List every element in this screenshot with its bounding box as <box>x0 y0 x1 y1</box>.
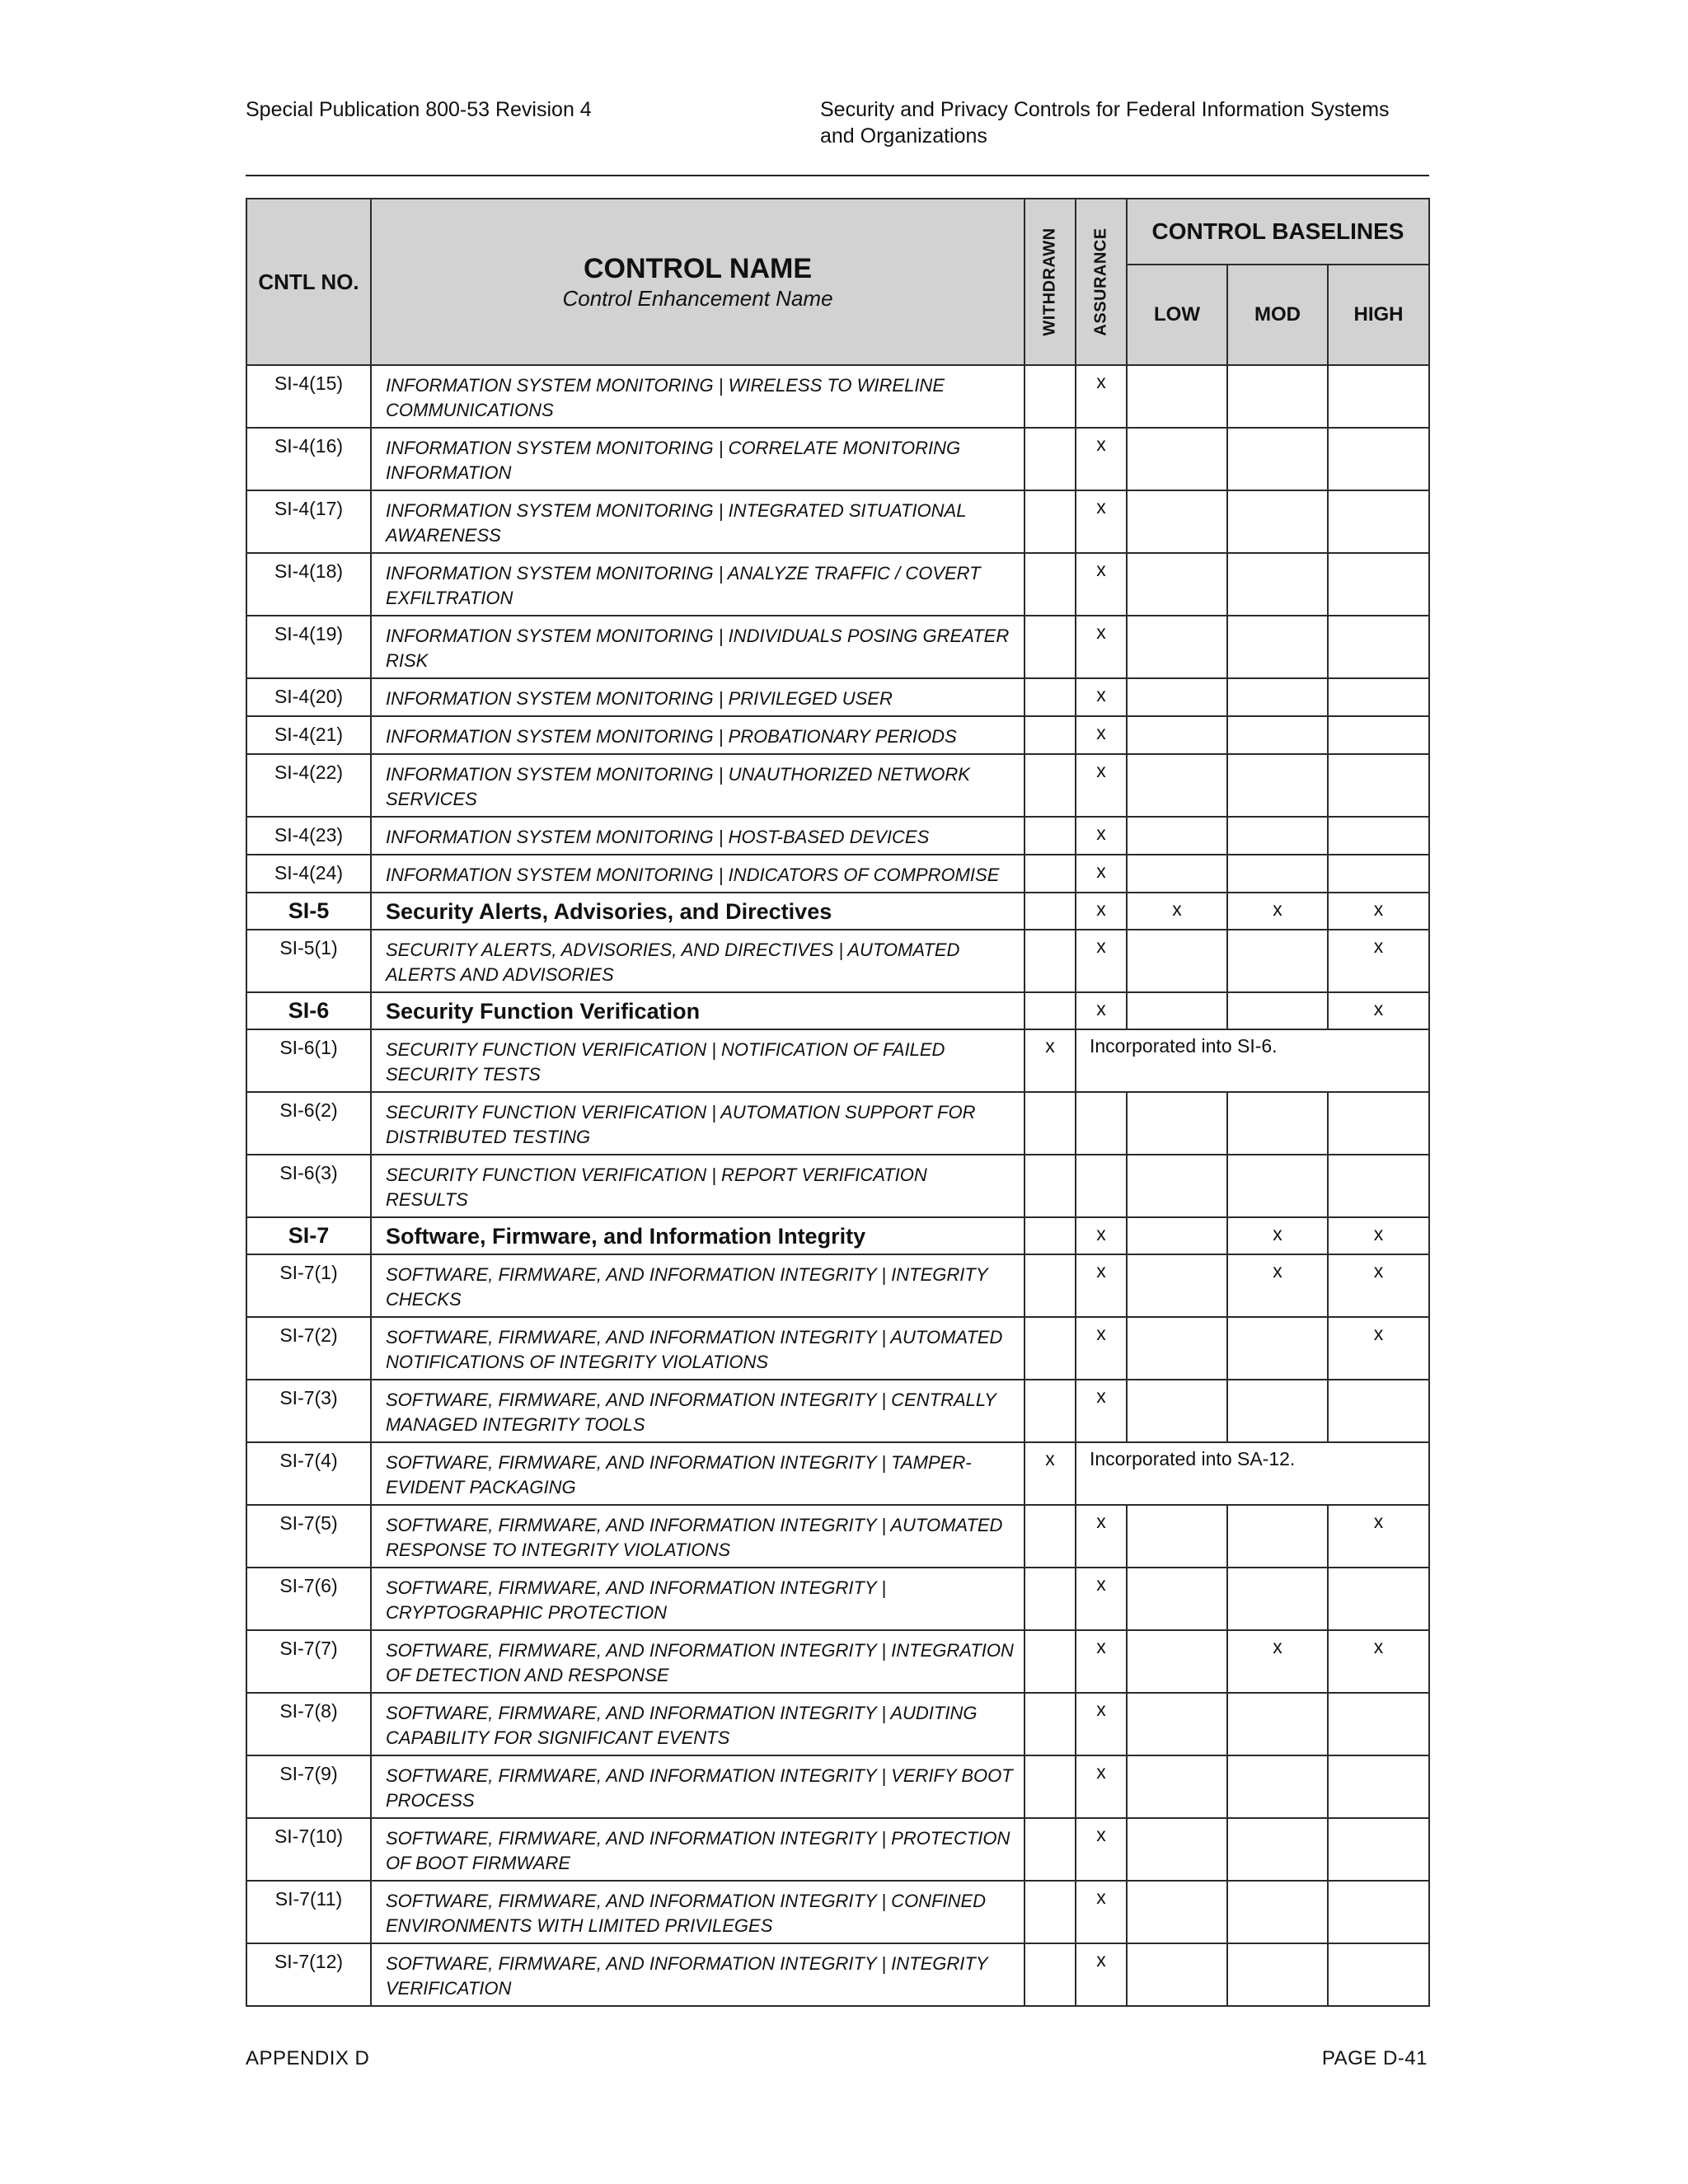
withdrawn-cell <box>1025 1217 1076 1254</box>
header-high: HIGH <box>1328 265 1429 365</box>
mod-baseline-cell <box>1227 930 1328 992</box>
control-number-cell: SI-5(1) <box>246 930 371 992</box>
footer-page-number: PAGE D-41 <box>1321 2047 1428 2069</box>
high-baseline-cell <box>1328 1155 1429 1217</box>
control-number-cell: SI-4(23) <box>246 817 371 855</box>
header-assurance <box>1076 199 1127 365</box>
low-baseline-cell <box>1127 365 1227 428</box>
control-number-cell: SI-4(19) <box>246 616 371 678</box>
table-row <box>246 1155 1429 1217</box>
control-number-cell: SI-6(2) <box>246 1092 371 1155</box>
low-baseline-cell <box>1127 1092 1227 1155</box>
control-name-cell: SECURITY FUNCTION VERIFICATION | NOTIFICATION OF FAILED SECURITY TESTS <box>371 1029 1025 1092</box>
low-baseline-cell: x <box>1127 893 1227 930</box>
assurance-cell: x <box>1076 754 1127 817</box>
control-name-cell: INFORMATION SYSTEM MONITORING | PRIVILEGED USER <box>371 678 1025 716</box>
mod-baseline-cell <box>1227 1505 1328 1568</box>
low-baseline-cell <box>1127 817 1227 855</box>
mod-baseline-cell <box>1227 616 1328 678</box>
high-baseline-cell: x <box>1328 930 1429 992</box>
table-row <box>246 1505 1429 1568</box>
high-baseline-cell <box>1328 754 1429 817</box>
table-row <box>246 428 1429 490</box>
mod-baseline-cell <box>1227 1568 1328 1630</box>
high-baseline-cell <box>1328 1092 1429 1155</box>
low-baseline-cell <box>1127 1568 1227 1630</box>
control-number-cell: SI-7(9) <box>246 1755 371 1818</box>
control-name-cell: SOFTWARE, FIRMWARE, AND INFORMATION INTEGRITY | CONFINED ENVIRONMENTS WITH LIMITED PRIVILEGES <box>371 1881 1025 1943</box>
high-baseline-cell <box>1328 365 1429 428</box>
mod-baseline-cell <box>1227 1155 1328 1217</box>
high-baseline-cell <box>1328 428 1429 490</box>
document-title <box>820 96 1430 149</box>
mod-baseline-cell: x <box>1227 1217 1328 1254</box>
low-baseline-cell <box>1127 754 1227 817</box>
assurance-cell: x <box>1076 1317 1127 1380</box>
control-number-cell: SI-4(24) <box>246 855 371 893</box>
withdrawn-cell <box>1025 678 1076 716</box>
high-baseline-cell <box>1328 716 1429 754</box>
control-number-cell: SI-4(18) <box>246 553 371 616</box>
mod-baseline-cell: x <box>1227 893 1328 930</box>
assurance-cell: x <box>1076 490 1127 553</box>
mod-baseline-cell <box>1227 1818 1328 1881</box>
low-baseline-cell <box>1127 1755 1227 1818</box>
control-name-cell: Security Function Verification <box>371 992 1025 1029</box>
control-number-cell: SI-7(12) <box>246 1943 371 2006</box>
control-name-cell: INFORMATION SYSTEM MONITORING | HOST-BASED DEVICES <box>371 817 1025 855</box>
table-row <box>246 1943 1429 2006</box>
footer-appendix: APPENDIX D <box>246 2047 370 2069</box>
table-row <box>246 1380 1429 1442</box>
control-name-cell: SOFTWARE, FIRMWARE, AND INFORMATION INTEGRITY | AUDITING CAPABILITY FOR SIGNIFICANT EVENTS <box>371 1693 1025 1755</box>
control-name-cell: INFORMATION SYSTEM MONITORING | CORRELATE MONITORING INFORMATION <box>371 428 1025 490</box>
assurance-cell <box>1076 1092 1127 1155</box>
mod-baseline-cell <box>1227 754 1328 817</box>
table-row <box>246 1217 1429 1254</box>
control-number-cell: SI-4(21) <box>246 716 371 754</box>
assurance-cell: x <box>1076 716 1127 754</box>
mod-baseline-cell <box>1227 817 1328 855</box>
control-number-cell: SI-4(16) <box>246 428 371 490</box>
control-number-cell: SI-7(3) <box>246 1380 371 1442</box>
assurance-cell: x <box>1076 1818 1127 1881</box>
control-name-cell: SECURITY ALERTS, ADVISORIES, AND DIRECTIVES | AUTOMATED ALERTS AND ADVISORIES <box>371 930 1025 992</box>
withdrawn-cell <box>1025 1380 1076 1442</box>
assurance-cell: x <box>1076 1755 1127 1818</box>
table-row <box>246 893 1429 930</box>
assurance-cell: x <box>1076 855 1127 893</box>
control-number-cell: SI-6 <box>246 992 371 1029</box>
control-name-cell: SOFTWARE, FIRMWARE, AND INFORMATION INTEGRITY | INTEGRITY CHECKS <box>371 1254 1025 1317</box>
control-number-cell: SI-7(10) <box>246 1818 371 1881</box>
control-number-cell: SI-7(5) <box>246 1505 371 1568</box>
high-baseline-cell <box>1328 1943 1429 2006</box>
withdrawn-cell <box>1025 1155 1076 1217</box>
header-cntl-no: CNTL NO. <box>246 199 371 365</box>
page-header <box>246 96 1428 177</box>
low-baseline-cell <box>1127 678 1227 716</box>
high-baseline-cell <box>1328 490 1429 553</box>
high-baseline-cell <box>1328 1380 1429 1442</box>
control-number-cell: SI-7(7) <box>246 1630 371 1693</box>
table-row <box>246 1630 1429 1693</box>
table-row <box>246 1442 1429 1505</box>
assurance-cell <box>1076 1155 1127 1217</box>
withdrawn-cell <box>1025 754 1076 817</box>
assurance-cell: x <box>1076 553 1127 616</box>
high-baseline-cell <box>1328 1818 1429 1881</box>
withdrawn-cell <box>1025 1568 1076 1630</box>
high-baseline-cell <box>1328 1755 1429 1818</box>
mod-baseline-cell <box>1227 678 1328 716</box>
low-baseline-cell <box>1127 1505 1227 1568</box>
control-name-cell: INFORMATION SYSTEM MONITORING | INTEGRATED SITUATIONAL AWARENESS <box>371 490 1025 553</box>
control-number-cell: SI-7(1) <box>246 1254 371 1317</box>
table-row <box>246 616 1429 678</box>
header-enhancement-name-label: Control Enhancement Name <box>562 286 833 311</box>
withdrawn-cell <box>1025 1693 1076 1755</box>
publication-title: Special Publication 800-53 Revision 4 <box>246 98 592 121</box>
high-baseline-cell: x <box>1328 1217 1429 1254</box>
mod-baseline-cell <box>1227 992 1328 1029</box>
control-name-cell: SOFTWARE, FIRMWARE, AND INFORMATION INTEGRITY | INTEGRITY VERIFICATION <box>371 1943 1025 2006</box>
withdrawn-cell <box>1025 553 1076 616</box>
control-name-cell: INFORMATION SYSTEM MONITORING | UNAUTHORIZED NETWORK SERVICES <box>371 754 1025 817</box>
control-name-cell: INFORMATION SYSTEM MONITORING | INDIVIDUALS POSING GREATER RISK <box>371 616 1025 678</box>
mod-baseline-cell <box>1227 1693 1328 1755</box>
mod-baseline-cell <box>1227 716 1328 754</box>
withdrawn-cell <box>1025 1881 1076 1943</box>
table-row <box>246 1818 1429 1881</box>
mod-baseline-cell: x <box>1227 1630 1328 1693</box>
low-baseline-cell <box>1127 553 1227 616</box>
high-baseline-cell <box>1328 1881 1429 1943</box>
control-name-cell: SOFTWARE, FIRMWARE, AND INFORMATION INTEGRITY | CRYPTOGRAPHIC PROTECTION <box>371 1568 1025 1630</box>
withdrawn-cell <box>1025 1818 1076 1881</box>
low-baseline-cell <box>1127 428 1227 490</box>
control-name-cell: INFORMATION SYSTEM MONITORING | INDICATORS OF COMPROMISE <box>371 855 1025 893</box>
withdrawn-cell <box>1025 930 1076 992</box>
table-row <box>246 1317 1429 1380</box>
withdrawn-cell <box>1025 1092 1076 1155</box>
control-number-cell: SI-7(4) <box>246 1442 371 1505</box>
control-name-cell: INFORMATION SYSTEM MONITORING | PROBATIONARY PERIODS <box>371 716 1025 754</box>
table-row <box>246 365 1429 428</box>
table-row <box>246 1881 1429 1943</box>
header-divider <box>246 175 1429 176</box>
mod-baseline-cell <box>1227 1943 1328 2006</box>
assurance-cell: x <box>1076 1505 1127 1568</box>
control-number-cell: SI-7 <box>246 1217 371 1254</box>
table-row <box>246 1029 1429 1092</box>
mod-baseline-cell <box>1227 365 1328 428</box>
low-baseline-cell <box>1127 616 1227 678</box>
withdrawn-cell <box>1025 1755 1076 1818</box>
assurance-cell: x <box>1076 1568 1127 1630</box>
mod-baseline-cell <box>1227 1881 1328 1943</box>
high-baseline-cell: x <box>1328 992 1429 1029</box>
assurance-cell: x <box>1076 1881 1127 1943</box>
document-title-line-1: Security and Privacy Controls for Federal Information Systems <box>820 98 1390 121</box>
low-baseline-cell <box>1127 930 1227 992</box>
withdrawn-cell <box>1025 1254 1076 1317</box>
control-name-cell: Software, Firmware, and Information Integrity <box>371 1217 1025 1254</box>
high-baseline-cell <box>1328 1568 1429 1630</box>
control-number-cell: SI-7(11) <box>246 1881 371 1943</box>
high-baseline-cell <box>1328 678 1429 716</box>
withdrawn-cell <box>1025 992 1076 1029</box>
withdrawn-cell <box>1025 428 1076 490</box>
low-baseline-cell <box>1127 1693 1227 1755</box>
incorporated-note-cell: Incorporated into SA-12. <box>1076 1442 1429 1505</box>
table-body <box>246 365 1429 2006</box>
high-baseline-cell <box>1328 817 1429 855</box>
low-baseline-cell <box>1127 1254 1227 1317</box>
control-number-cell: SI-4(17) <box>246 490 371 553</box>
table-row <box>246 1755 1429 1818</box>
table-row <box>246 930 1429 992</box>
control-number-cell: SI-5 <box>246 893 371 930</box>
assurance-cell: x <box>1076 428 1127 490</box>
header-low: LOW <box>1127 265 1227 365</box>
withdrawn-cell <box>1025 817 1076 855</box>
table-row <box>246 1693 1429 1755</box>
document-title-line-2: and Organizations <box>820 124 987 148</box>
incorporated-note-cell: Incorporated into SI-6. <box>1076 1029 1429 1092</box>
assurance-cell: x <box>1076 1217 1127 1254</box>
control-name-cell: SOFTWARE, FIRMWARE, AND INFORMATION INTEGRITY | AUTOMATED RESPONSE TO INTEGRITY VIOLATIONS <box>371 1505 1025 1568</box>
high-baseline-cell: x <box>1328 1254 1429 1317</box>
low-baseline-cell <box>1127 1630 1227 1693</box>
assurance-cell: x <box>1076 1254 1127 1317</box>
table-row <box>246 855 1429 893</box>
control-baselines-table <box>246 198 1430 2007</box>
control-name-cell: SOFTWARE, FIRMWARE, AND INFORMATION INTEGRITY | VERIFY BOOT PROCESS <box>371 1755 1025 1818</box>
control-number-cell: SI-4(15) <box>246 365 371 428</box>
withdrawn-cell: x <box>1025 1442 1076 1505</box>
control-name-cell: SECURITY FUNCTION VERIFICATION | AUTOMATION SUPPORT FOR DISTRIBUTED TESTING <box>371 1092 1025 1155</box>
table-row <box>246 992 1429 1029</box>
withdrawn-cell <box>1025 716 1076 754</box>
table-row <box>246 754 1429 817</box>
table-row <box>246 1254 1429 1317</box>
assurance-cell: x <box>1076 678 1127 716</box>
low-baseline-cell <box>1127 1881 1227 1943</box>
withdrawn-cell <box>1025 1630 1076 1693</box>
low-baseline-cell <box>1127 1380 1227 1442</box>
mod-baseline-cell <box>1227 1380 1328 1442</box>
header-mod: MOD <box>1227 265 1328 365</box>
assurance-cell: x <box>1076 365 1127 428</box>
high-baseline-cell <box>1328 553 1429 616</box>
control-name-cell: Security Alerts, Advisories, and Directives <box>371 893 1025 930</box>
table-row <box>246 1568 1429 1630</box>
low-baseline-cell <box>1127 490 1227 553</box>
high-baseline-cell <box>1328 1693 1429 1755</box>
control-number-cell: SI-7(8) <box>246 1693 371 1755</box>
low-baseline-cell <box>1127 716 1227 754</box>
header-withdrawn <box>1025 199 1076 365</box>
control-name-cell: INFORMATION SYSTEM MONITORING | ANALYZE TRAFFIC / COVERT EXFILTRATION <box>371 553 1025 616</box>
low-baseline-cell <box>1127 1217 1227 1254</box>
table-row <box>246 716 1429 754</box>
withdrawn-cell <box>1025 616 1076 678</box>
assurance-cell: x <box>1076 616 1127 678</box>
mod-baseline-cell <box>1227 553 1328 616</box>
low-baseline-cell <box>1127 1818 1227 1881</box>
control-number-cell: SI-7(6) <box>246 1568 371 1630</box>
table-row <box>246 553 1429 616</box>
high-baseline-cell: x <box>1328 893 1429 930</box>
assurance-cell: x <box>1076 1693 1127 1755</box>
low-baseline-cell <box>1127 1943 1227 2006</box>
withdrawn-cell <box>1025 855 1076 893</box>
mod-baseline-cell <box>1227 1755 1328 1818</box>
low-baseline-cell <box>1127 1155 1227 1217</box>
control-name-cell: SOFTWARE, FIRMWARE, AND INFORMATION INTEGRITY | AUTOMATED NOTIFICATIONS OF INTEGRITY VIOLATIONS <box>371 1317 1025 1380</box>
header-assurance-label: ASSURANCE <box>1091 227 1110 336</box>
assurance-cell: x <box>1076 992 1127 1029</box>
control-name-cell: SOFTWARE, FIRMWARE, AND INFORMATION INTEGRITY | PROTECTION OF BOOT FIRMWARE <box>371 1818 1025 1881</box>
withdrawn-cell <box>1025 1317 1076 1380</box>
table-row <box>246 678 1429 716</box>
assurance-cell: x <box>1076 893 1127 930</box>
control-name-cell: SECURITY FUNCTION VERIFICATION | REPORT VERIFICATION RESULTS <box>371 1155 1025 1217</box>
mod-baseline-cell <box>1227 1092 1328 1155</box>
high-baseline-cell <box>1328 855 1429 893</box>
table-row <box>246 490 1429 553</box>
assurance-cell: x <box>1076 817 1127 855</box>
withdrawn-cell <box>1025 893 1076 930</box>
table-row <box>246 817 1429 855</box>
control-name-cell: SOFTWARE, FIRMWARE, AND INFORMATION INTEGRITY | TAMPER-EVIDENT PACKAGING <box>371 1442 1025 1505</box>
control-number-cell: SI-4(20) <box>246 678 371 716</box>
mod-baseline-cell <box>1227 428 1328 490</box>
assurance-cell: x <box>1076 1380 1127 1442</box>
assurance-cell: x <box>1076 1943 1127 2006</box>
low-baseline-cell <box>1127 992 1227 1029</box>
withdrawn-cell <box>1025 365 1076 428</box>
control-number-cell: SI-7(2) <box>246 1317 371 1380</box>
high-baseline-cell <box>1328 616 1429 678</box>
control-number-cell: SI-6(1) <box>246 1029 371 1092</box>
control-name-cell: INFORMATION SYSTEM MONITORING | WIRELESS TO WIRELINE COMMUNICATIONS <box>371 365 1025 428</box>
withdrawn-cell: x <box>1025 1029 1076 1092</box>
withdrawn-cell <box>1025 1943 1076 2006</box>
high-baseline-cell: x <box>1328 1317 1429 1380</box>
mod-baseline-cell: x <box>1227 1254 1328 1317</box>
control-name-cell: SOFTWARE, FIRMWARE, AND INFORMATION INTEGRITY | CENTRALLY MANAGED INTEGRITY TOOLS <box>371 1380 1025 1442</box>
table-row <box>246 1092 1429 1155</box>
high-baseline-cell: x <box>1328 1505 1429 1568</box>
low-baseline-cell <box>1127 1317 1227 1380</box>
assurance-cell: x <box>1076 930 1127 992</box>
header-control-name <box>371 199 1025 365</box>
withdrawn-cell <box>1025 1505 1076 1568</box>
low-baseline-cell <box>1127 855 1227 893</box>
control-name-cell: SOFTWARE, FIRMWARE, AND INFORMATION INTEGRITY | INTEGRATION OF DETECTION AND RESPONSE <box>371 1630 1025 1693</box>
mod-baseline-cell <box>1227 490 1328 553</box>
mod-baseline-cell <box>1227 855 1328 893</box>
mod-baseline-cell <box>1227 1317 1328 1380</box>
header-control-baselines: CONTROL BASELINES <box>1127 199 1429 265</box>
header-withdrawn-label: WITHDRAWN <box>1040 227 1059 336</box>
high-baseline-cell: x <box>1328 1630 1429 1693</box>
withdrawn-cell <box>1025 490 1076 553</box>
control-number-cell: SI-4(22) <box>246 754 371 817</box>
control-number-cell: SI-6(3) <box>246 1155 371 1217</box>
assurance-cell: x <box>1076 1630 1127 1693</box>
header-control-name-label: CONTROL NAME <box>583 253 813 284</box>
